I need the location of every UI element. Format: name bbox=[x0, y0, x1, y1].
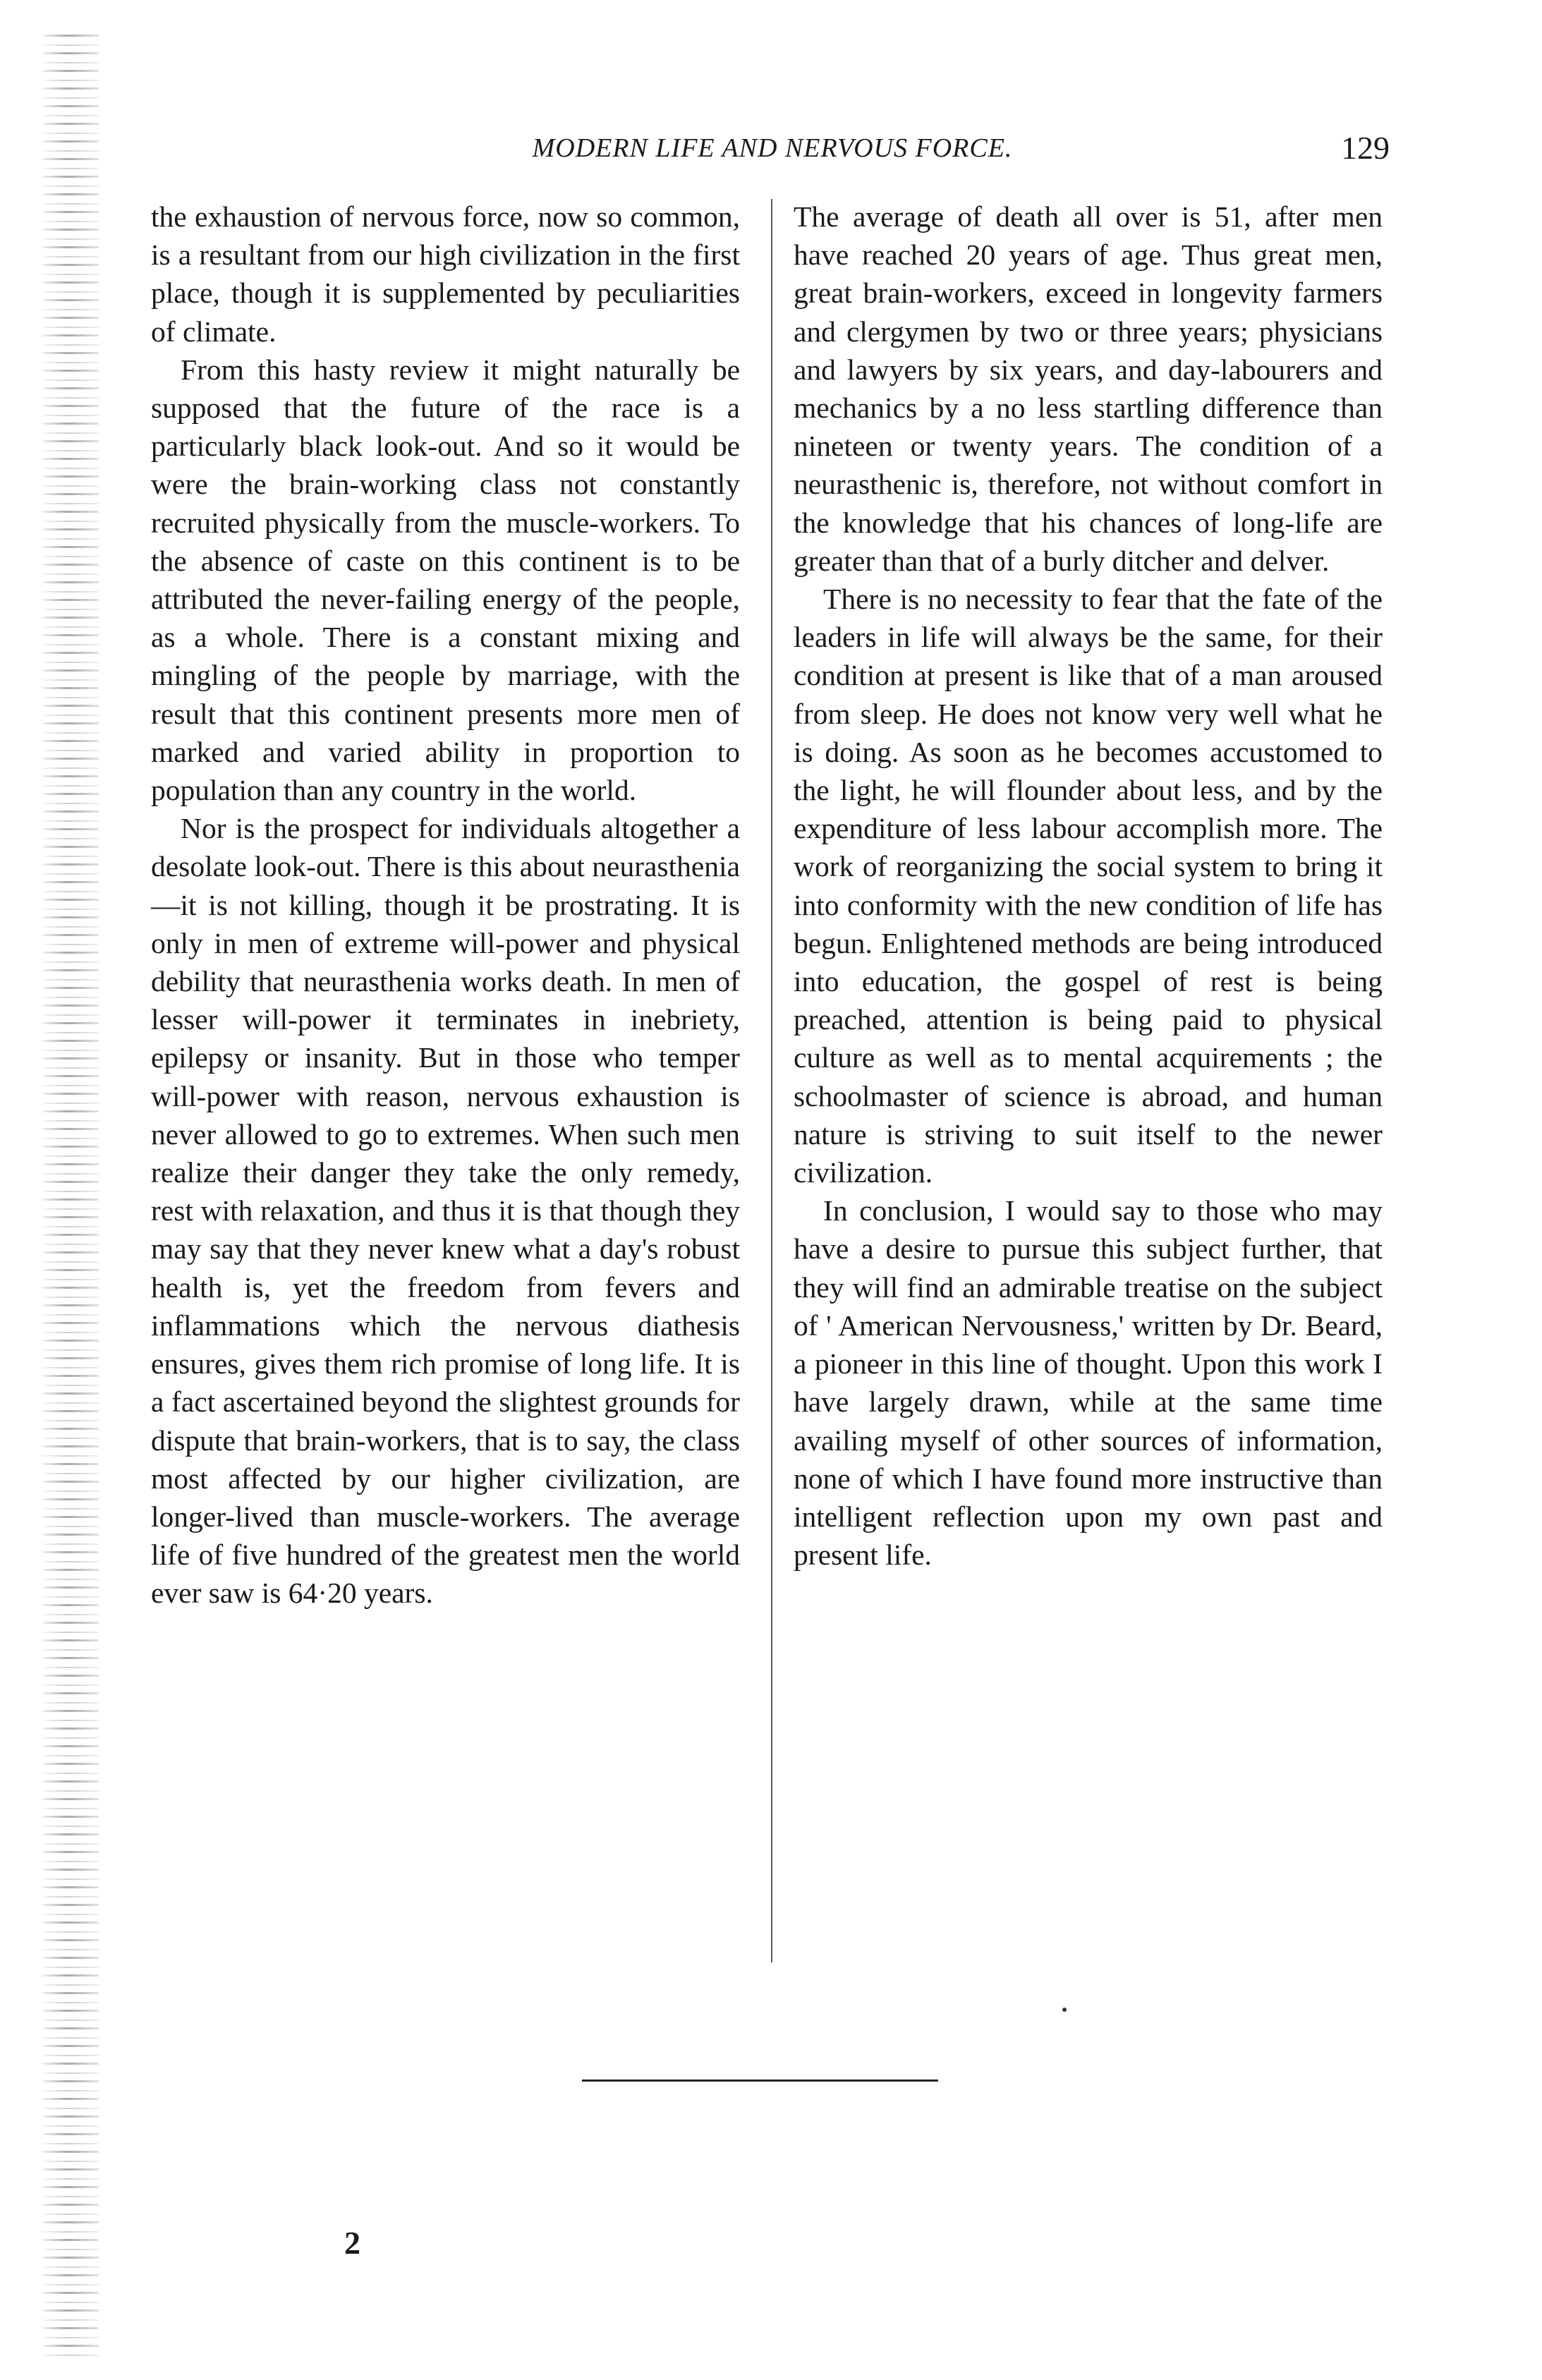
column-divider bbox=[771, 199, 772, 1962]
right-column bbox=[794, 198, 1383, 1574]
page-binding-edge bbox=[42, 28, 99, 2356]
ink-speck bbox=[1062, 2008, 1067, 2012]
paragraph: The average of death all over is 51, after men have reached 20 years of age. Thus great men, great brain-workers, exceed in longevity farmers and clergymen by two or three years; physicians and lawyers by six years, and day-labourers and mechanics by a no less startling difference than nineteen or twenty years. The condition of a neurasthenic is, therefore, not without comfort in the knowledge that his chances of long-life are greater than that of a burly ditcher and delver. bbox=[794, 200, 1383, 577]
left-column bbox=[151, 198, 740, 1613]
paragraph: From this hasty review it might naturally be supposed that the future of the race is a particularly black look-out. And so it would be were the brain-working class not constantly recruited physically from the muscle-workers. To the absence of caste on this continent is to be attributed the never-failing energy of the people, as a whole. There is a constant mixing and mingling of the people by marriage, with the result that this continent presents more men of marked and varied ability in proportion to population than any country in the world. bbox=[151, 353, 740, 807]
paragraph: Nor is the prospect for individuals altogether a desolate look-out. There is this about neurasthenia—it is not killing, though it be prostrating. It is only in men of extreme will-power and physical debility that neurasthenia works death. In men of lesser will-power it terminates in inebriety, epilepsy or insanity. But in those who temper will-power with reason, nervous exhaustion is never allowed to go to extremes. When such men realize their danger they take the only remedy, rest with relaxation, and thus it is that though they may say that they never knew what a day's robust health is, yet the freedom from fevers and inflammations which the nervous diathesis ensures, gives them rich promise of long life. It is a fact ascertained beyond the slightest grounds for dispute that brain-workers, that is to say, the class most affected by our higher civilization, are longer-lived than muscle-workers. The average life of five hundred of the greatest men the world ever saw is 64·20 years. bbox=[151, 812, 740, 1610]
paragraph: the exhaustion of nervous force, now so common, is a resultant from our high civilization in the first place, though it is supplemented by peculiarities of climate. bbox=[151, 200, 740, 348]
page-number: 129 bbox=[1341, 130, 1390, 166]
running-title: MODERN LIFE AND NERVOUS FORCE. bbox=[532, 133, 1013, 163]
running-head bbox=[155, 123, 1390, 173]
signature-mark: 2 bbox=[344, 2225, 360, 2261]
end-of-article-rule bbox=[582, 2080, 938, 2082]
paragraph: There is no necessity to fear that the fate of the leaders in life will always be the same, for their condition at present is like that of a man aroused from sleep. He does not know very well what he is doing. As soon as he becomes accustomed to the light, he will flounder about less, and by the expenditure of less labour accomplish more. The work of reorganizing the social system to bring it into conformity with the new condition of life has begun. Enlightened methods are being introduced into education, the gospel of rest is being preached, attention is being paid to physical culture as well as to mental acquirements ; the schoolmaster of science is abroad, and human nature is striving to suit itself to the newer civilization. bbox=[794, 583, 1383, 1189]
paragraph: In conclusion, I would say to those who may have a desire to pursue this subject further, that they will find an admirable treatise on the subject of ' American Nervousness,' written by Dr. Beard, a pioneer in this line of thought. Upon this work I have largely drawn, while at the same time availing myself of other sources of information, none of which I have found more instructive than intelligent reflection upon my own past and present life. bbox=[794, 1194, 1383, 1572]
